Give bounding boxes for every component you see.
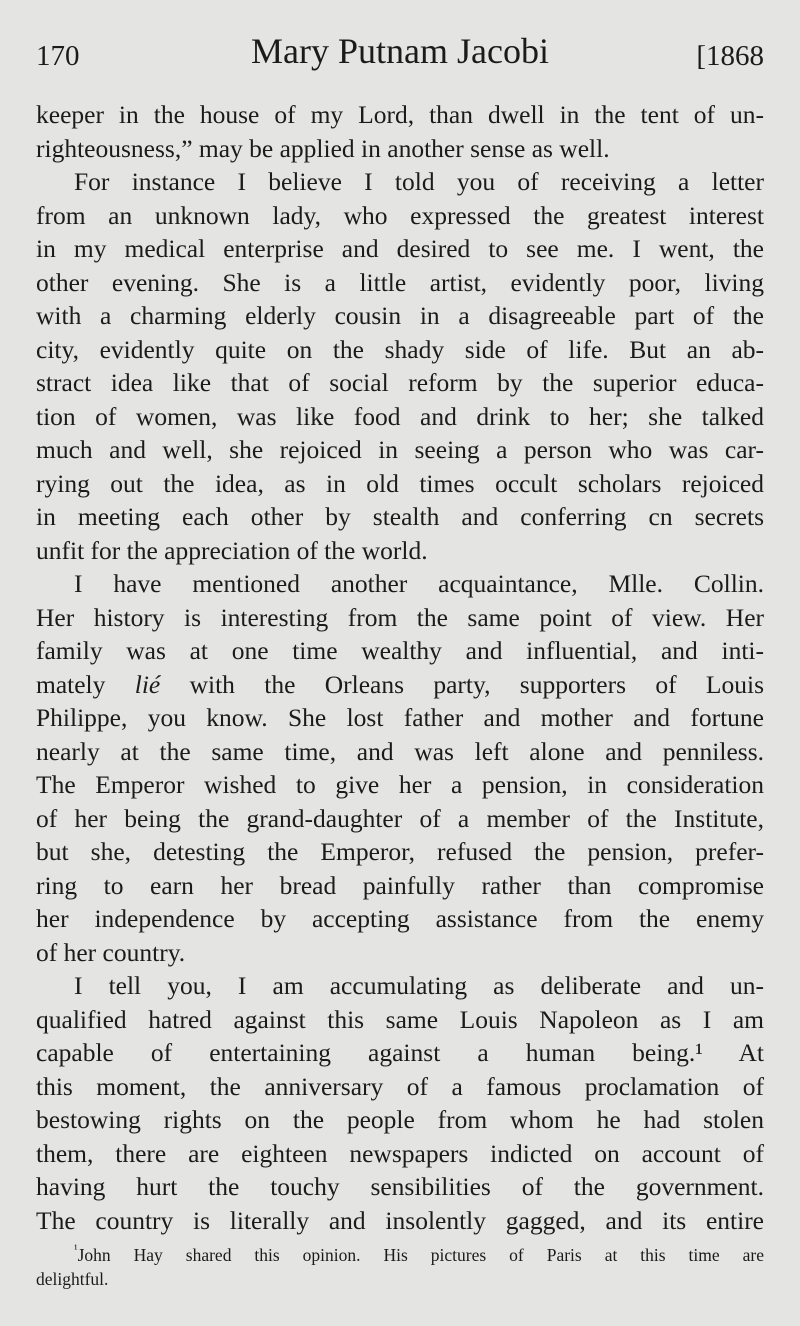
text-line: mately lié with the Orleans party, supporters of Louis: [36, 669, 765, 699]
body-text: [36, 98, 764, 1237]
text-line: nearly at the same time, and was left alone and penniless.: [36, 736, 764, 766]
text-line: rying out the idea, as in old times occult scholars rejoiced: [36, 468, 764, 498]
text-line: from an unknown lady, who expressed the greatest interest: [36, 200, 764, 230]
footnote-marker: ¹: [74, 1242, 78, 1256]
text-line: with a charming elderly cousin in a disagreeable part of the: [36, 301, 764, 330]
page-number: 170: [36, 40, 80, 72]
text-line: stract idea like that of social reform by the superior educa-: [36, 368, 764, 397]
text-line: bestowing rights on the people from whom he had stolen: [36, 1105, 764, 1134]
text-line: keeper in the house of my Lord, than dwell in the tent of un-: [36, 100, 764, 129]
text-line: qualified hatred against this same Louis Napoleon as I am: [36, 1004, 764, 1034]
text-line: capable of entertaining against a human being.¹ At: [36, 1038, 764, 1067]
text-line: having hurt the touchy sensibilities of the government.: [36, 1172, 764, 1201]
text-line: other evening. She is a little artist, evidently poor, living: [36, 267, 764, 297]
text-line: city, evidently quite on the shady side of life. But an ab-: [36, 334, 764, 364]
text-line: The country is literally and insolently gagged, and its entire: [36, 1205, 764, 1235]
text-line: of her being the grand-daughter of a member of the Institute,: [36, 803, 764, 833]
text-line: tion of women, was like food and drink to her; she talked: [36, 401, 764, 431]
text-line: in my medical enterprise and desired to see me. I went, the: [36, 234, 764, 263]
text-line: I tell you, I am accumulating as deliberate and un-: [74, 971, 764, 1000]
text-line: her independence by accepting assistance from the enemy: [36, 904, 764, 933]
text-line: unfit for the appreciation of the world.: [36, 535, 428, 565]
footnote-line: [36, 1243, 764, 1267]
text-line: but she, detesting the Emperor, refused the pension, prefer-: [36, 837, 764, 866]
footnote-text: John Hay shared this opinion. His pictures of Paris at this time are: [77, 1245, 764, 1265]
text-line: this moment, the anniversary of a famous proclamation of: [36, 1071, 764, 1101]
text-line: I have mentioned another acquaintance, Mlle. Collin.: [74, 569, 764, 598]
text-line: them, there are eighteen newspapers indicted on account of: [36, 1138, 764, 1168]
text-line: For instance I believe I told you of receiving a letter: [74, 167, 764, 196]
italic-word: lié: [134, 669, 161, 699]
text-line: ring to earn her bread painfully rather than compromise: [36, 870, 764, 900]
text-line: in meeting each other by stealth and conferring cn secrets: [36, 502, 764, 531]
text-line: Philippe, you know. She lost father and mother and fortune: [36, 703, 764, 732]
text-line: family was at one time wealthy and influential, and inti-: [36, 636, 764, 665]
text-line: Her history is interesting from the same point of view. Her: [36, 602, 764, 632]
running-head: [36, 30, 764, 80]
text-line: righteousness,” may be applied in another sense as well.: [36, 133, 610, 163]
footnote-line: delightful.: [36, 1269, 109, 1289]
running-title: Mary Putnam Jacobi: [251, 31, 549, 71]
text-line: much and well, she rejoiced in seeing a person who was car-: [36, 435, 764, 464]
text-line: of her country.: [36, 937, 186, 967]
footnote: [36, 1243, 764, 1291]
text-line: The Emperor wished to give her a pension, in consideration: [36, 770, 764, 799]
running-year: [1868: [696, 40, 764, 72]
